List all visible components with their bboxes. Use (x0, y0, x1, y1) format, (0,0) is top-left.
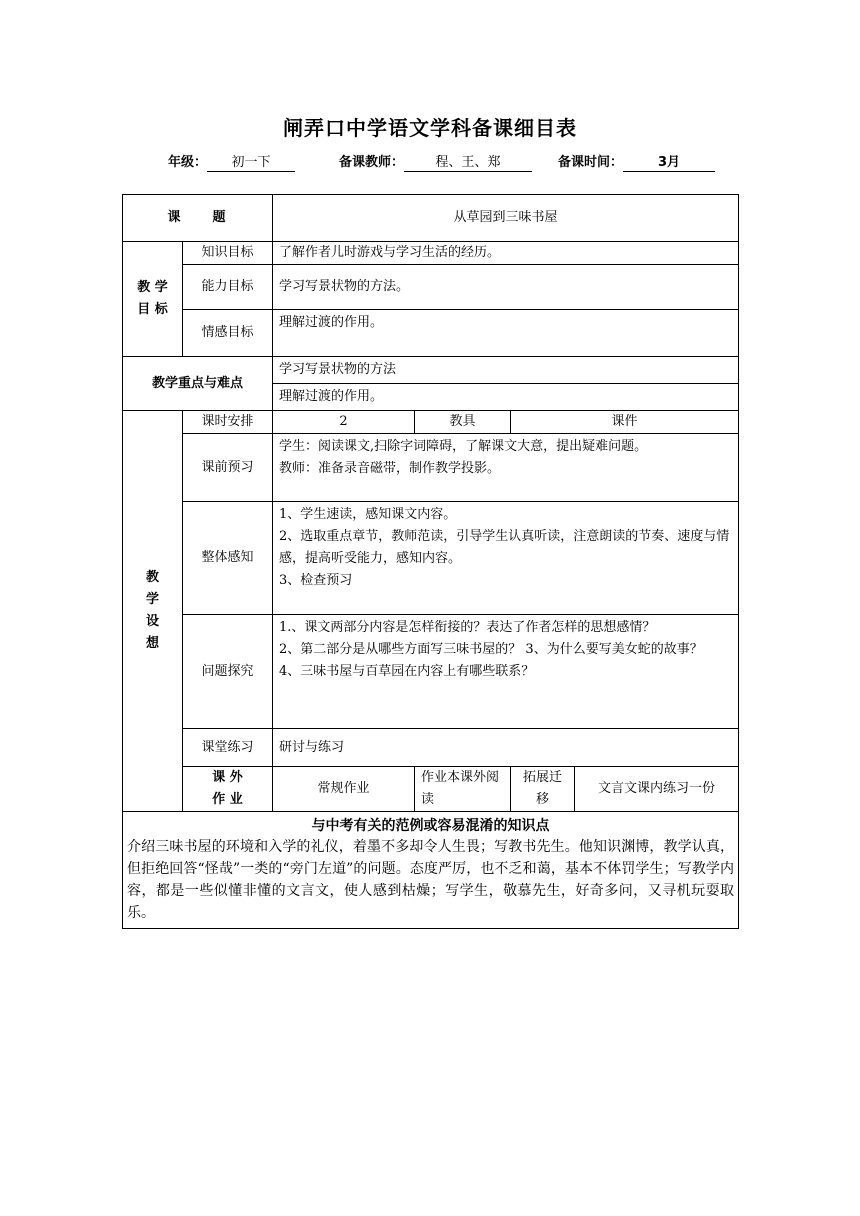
hours-label: 课时安排 (183, 411, 273, 434)
overall-line: 2、选取重点章节，教师范读，引导学生认真听读，注意朗读的节奏、速度与情感，提高听受能力，感知内容。 (279, 529, 730, 566)
emotion-goal-label: 情感目标 (183, 310, 273, 357)
inquiry-line: 1.、课文两部分内容是怎样衔接的？表达了作者怎样的思想感情？ (279, 620, 656, 635)
inquiry-label: 问题探究 (183, 615, 273, 729)
homework-section-text: 课 外 作 业 (212, 770, 243, 807)
topic-value: 从草园到三味书屋 (273, 195, 739, 242)
topic-row (123, 195, 739, 242)
practice-label: 课堂练习 (183, 729, 273, 767)
design-char-3: 设 (145, 614, 159, 629)
extend-label: 拓展迁移 (511, 767, 575, 812)
design-section-label (123, 411, 183, 812)
preview-line: 学生：阅读课文,扫除字词障碍，了解课文大意，提出疑难问题。 (279, 439, 648, 454)
inquiry-line: 2、第二部分是从哪些方面写三味书屋的？ 3、为什么要写美女蛇的故事？ (279, 642, 703, 657)
time-field (558, 151, 715, 172)
keypoint-value: 学习写景状物的方法 (273, 357, 739, 384)
practice-value: 研讨与练习 (273, 729, 739, 767)
practice-row (123, 729, 739, 767)
teacher-field (339, 151, 532, 172)
routine-homework-value: 作业本课外阅读 (415, 767, 511, 812)
extend-value: 文言文课内练习一份 (575, 767, 739, 812)
inquiry-line: 4、三味书屋与百草园在内容上有哪些联系？ (279, 664, 535, 679)
knowledge-goal-label: 知识目标 (183, 242, 273, 265)
exam-row (123, 812, 739, 929)
overall-content (273, 502, 739, 615)
design-char-1: 教 (145, 570, 159, 585)
keypoint-row (123, 357, 739, 384)
ability-goal-value: 学习写景状物的方法。 (273, 265, 739, 310)
exam-cell (123, 812, 739, 929)
hours-value: 2 (273, 411, 415, 434)
goals-section-text: 教 学 目 标 (137, 280, 168, 317)
goal-knowledge-row (123, 242, 739, 265)
inquiry-content (273, 615, 739, 729)
ability-goal-label: 能力目标 (183, 265, 273, 310)
document-title: 闸弄口中学语文学科备课细目表 (283, 116, 577, 140)
grade-value: 初一下 (207, 151, 295, 172)
grade-field (168, 151, 295, 172)
grade-label: 年级： (168, 155, 208, 170)
preview-content (273, 434, 739, 502)
topic-label: 课 题 (123, 195, 273, 242)
preview-row (123, 434, 739, 502)
tools-label: 教具 (415, 411, 511, 434)
preview-label: 课前预习 (183, 434, 273, 502)
difficulty-value: 理解过渡的作用。 (273, 384, 739, 411)
exam-body: 介绍三味书屋的环境和入学的礼仪，着墨不多却令人生畏；写教书先生。他知识渊博，教学认真，但拒绝回答“怪哉”一类的“旁门左道”的问题。态度严厉，也不乏和蔼，基本不体罚学生；写教学内容，都是一些似懂非懂的文言文，使人感到枯燥；写学生，敬慕先生，好奇多问，又寻机玩耍取乐。 (127, 839, 735, 921)
preview-line: 教师：准备录音磁带，制作教学投影。 (279, 461, 501, 476)
time-value: 3月 (623, 151, 715, 172)
time-label: 备课时间： (558, 155, 624, 170)
goal-ability-row (123, 265, 739, 310)
overall-line: 3、检查预习 (279, 573, 353, 588)
homework-row (123, 767, 739, 812)
design-char-4: 想 (145, 636, 159, 651)
lesson-plan-table (122, 194, 739, 929)
keypoints-label: 教学重点与难点 (123, 357, 273, 411)
tools-value: 课件 (511, 411, 739, 434)
homework-section-label (183, 767, 273, 812)
design-char-2: 学 (145, 592, 159, 607)
inquiry-row (123, 615, 739, 729)
teacher-label: 备课教师： (339, 155, 405, 170)
goal-emotion-row (123, 310, 739, 357)
overall-line: 1、学生速读，感知课文内容。 (279, 507, 457, 522)
emotion-goal-value: 理解过渡的作用。 (273, 310, 739, 357)
goals-section-label (123, 242, 183, 357)
overall-label: 整体感知 (183, 502, 273, 615)
exam-title: 与中考有关的范例或容易混淆的知识点 (311, 818, 550, 834)
teacher-value: 程、王、郑 (404, 151, 532, 172)
overall-row (123, 502, 739, 615)
hours-row (123, 411, 739, 434)
knowledge-goal-value: 了解作者儿时游戏与学习生活的经历。 (273, 242, 739, 265)
routine-homework-label: 常规作业 (273, 767, 415, 812)
